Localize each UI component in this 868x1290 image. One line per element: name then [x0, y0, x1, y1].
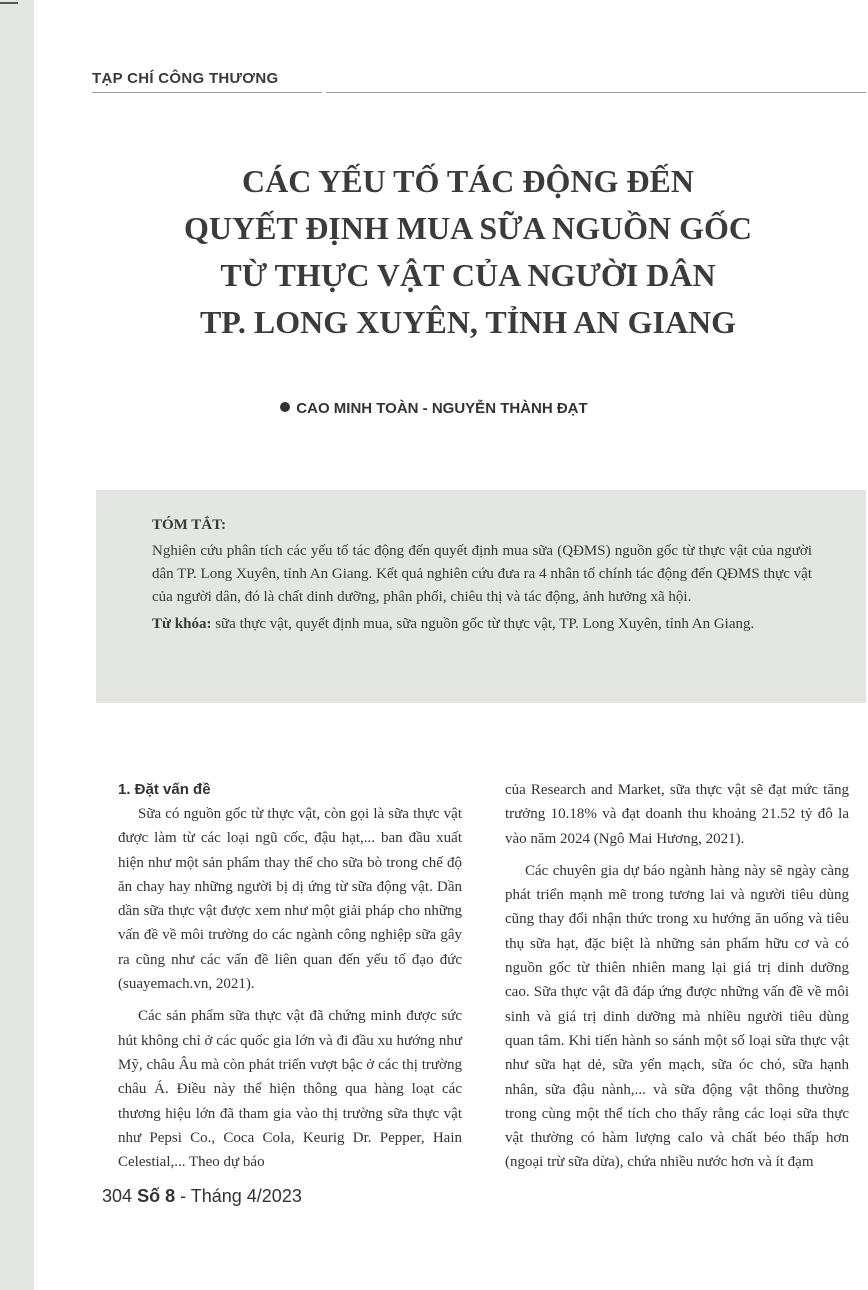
body-paragraph: Các chuyên gia dự báo ngành hàng này sẽ ngày càng phát triển mạnh mẽ trong tương lai và người tiêu dùng cũng thay đổi nhận thức trong xu hướng ăn uống và tiêu thụ sữa hạt, đặc biệt là những sản phẩm hữu cơ và có nguồn gốc từ thiên nhiên mang lại giá trị dinh dưỡng cao. Sữa thực vật đã đáp ứng được những vấn đề về môi sinh và giá trị dinh dưỡng mà nhiều người tiêu dùng quan tâm. Khi tiến hành so sánh một số loại sữa thực vật như sữa hạt dẻ, sữa yến mạch, sữa óc chó, sữa hạnh nhân, sữa đậu nành,... và sữa động vật thông thường trong cùng một thể tích cho thấy rằng các loại sữa thực vật thường có hàm lượng calo và chất béo thấp hơn (ngoại trừ sữa dừa), chứa nhiều nước hơn và ít đạm [505, 862, 849, 1171]
keywords [152, 613, 812, 636]
keywords-label: Từ khóa: [152, 616, 212, 632]
keywords-text: sữa thực vật, quyết định mua, sữa nguồn gốc từ thực vật, TP. Long Xuyên, tỉnh An Giang. [211, 616, 755, 632]
title-line: CÁC YẾU TỐ TÁC ĐỘNG ĐẾN [242, 163, 694, 199]
journal-name: TẠP CHÍ CÔNG THƯƠNG [92, 70, 279, 87]
page-number: 304 [102, 1186, 133, 1206]
body-paragraph: Sữa có nguồn gốc từ thực vật, còn gọi là sữa thực vật được làm từ các loại ngũ cốc, đậu hạt,... ban đầu xuất hiện như một sản phẩm thay thế cho sữa bò trong chế độ ăn chay hay những người bị dị ứng từ sữa động vật. Dần dần sữa thực vật được xem như một giải pháp cho những vấn đề về môi trường do các ngành công nghiệp sữa gây ra cũng như các vấn đề liên quan đến yếu tố đạo đức (suayemach.vn, 2021). [118, 806, 462, 993]
article-title [100, 158, 836, 346]
crop-mark [0, 2, 18, 4]
title-line: TP. LONG XUYÊN, TỈNH AN GIANG [199, 304, 737, 340]
abstract-content [152, 514, 812, 636]
issue-date: - Tháng 4/2023 [175, 1186, 302, 1206]
header-rule-right [326, 92, 866, 93]
abstract-heading: TÓM TẮT: [152, 517, 227, 533]
abstract-box [96, 490, 866, 703]
body-paragraph: Các sản phẩm sữa thực vật đã chứng minh được sức hút không chỉ ở các quốc gia lớn và đi đầu xu hướng như Mỹ, châu Âu mà còn phát triển vượt bậc ở các thị trường châu Á. Điều này thể hiện thông qua hàng loạt các thương hiệu lớn đã tham gia vào thị trường sữa thực vật như Pepsi Co., Coca Cola, Keurig Dr. Pepper, Hain Celestial,... Theo dự báo [118, 1008, 462, 1171]
body-paragraph: của Research and Market, sữa thực vật sẽ đạt mức tăng trưởng 10.18% và đạt doanh thu khoảng 21.52 tỷ đô la vào năm 2024 (Ngô Mai Hương, 2021). [505, 782, 849, 847]
title-line: QUYẾT ĐỊNH MUA SỮA NGUỒN GỐC [183, 210, 753, 246]
page-footer [102, 1186, 302, 1207]
section-heading: 1. Đặt vấn đề [118, 781, 211, 798]
authors-line [0, 400, 868, 417]
abstract-text: Nghiên cứu phân tích các yếu tố tác động đến quyết định mua sữa (QĐMS) nguồn gốc từ thực vật của người dân TP. Long Xuyên, tỉnh An Giang. Kết quả nghiên cứu đưa ra 4 nhân tố chính tác động đến QĐMS thực vật của người dân, đó là chất dinh dưỡng, phân phối, chiêu thị và tác động, ảnh hưởng xã hội. [152, 543, 812, 605]
title-line: TỪ THỰC VẬT CỦA NGƯỜI DÂN [220, 257, 716, 293]
bullet-icon [280, 402, 290, 412]
body-column-left [118, 778, 462, 1182]
left-margin-strip [0, 0, 34, 1290]
authors: CAO MINH TOÀN - NGUYỄN THÀNH ĐẠT [296, 400, 588, 417]
body-column-right [505, 778, 849, 1183]
issue-number: Số 8 [137, 1186, 176, 1206]
header-rule-left [92, 92, 322, 93]
